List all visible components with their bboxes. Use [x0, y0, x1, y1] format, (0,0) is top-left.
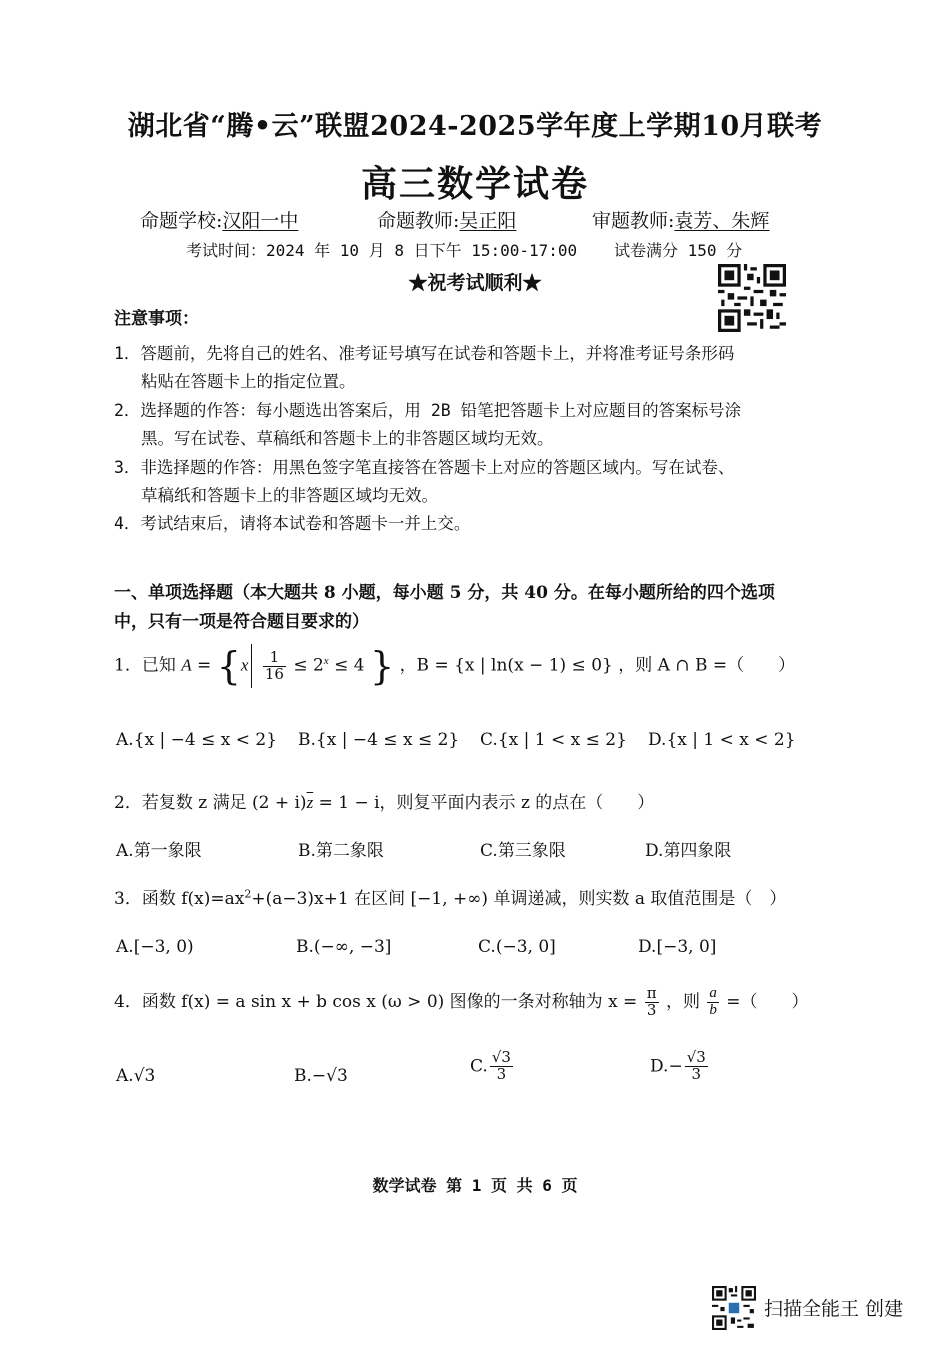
notice-line: 4．考试结束后，请将本试卷和答题卡一并上交。: [114, 514, 471, 533]
qr-code-icon: [718, 264, 786, 332]
fraction: $\frac{√3}{3}$: [686, 1048, 706, 1083]
exam-title: 湖北省“腾•云”联盟2024-2025学年度上学期10月联考: [127, 111, 823, 142]
meta-reviewer: 审题教师:袁芳、朱辉: [592, 210, 770, 232]
option-b: B.{x | −4 ≤ x ≤ 2}: [298, 730, 460, 750]
question-4: 4．函数 f(x) = a sin x + b cos x (ω > 0) 图像的一条对称轴为 x = $\frac{\pi}{3}$ ，则 $\frac{a}{b}$ =（ ）: [114, 984, 809, 1019]
question-3: 3．函数 $f(x)=ax^2+(a-3)x+1$ 在区间 [−1, +∞) 单调递减，则实数 a 取值范围是（ ）: [114, 887, 787, 909]
notice-line: 黑。写在试卷、草稿纸和答题卡上的非答题区域均无效。: [141, 429, 554, 448]
question-1: 1．已知 A = {x $\frac{1}{16}$ ≤ $2^x \le 4$ } ，B = {x | ln(x − 1) ≤ 0} ，则 A ∩ B =（ ）: [114, 644, 796, 688]
notice-line: 草稿纸和答题卡上的非答题区域均无效。: [141, 486, 438, 505]
notice-line: 粘贴在答题卡上的指定位置。: [141, 372, 356, 391]
motto: ★祝考试顺利★: [408, 272, 542, 294]
option-a: A.{x | −4 ≤ x < 2}: [116, 730, 278, 750]
notice-heading: 注意事项：: [114, 309, 199, 329]
fraction: $\frac{a}{b}$: [709, 985, 717, 1018]
section-heading: 一、单项选择题（本大题共 8 小题，每小题 5 分，共 40 分。在每小题所给的四个选项: [114, 583, 775, 603]
option-d: D.− $\frac{√3}{3}$: [650, 1048, 706, 1083]
option-b: B.−√3: [294, 1066, 348, 1086]
school-name: 汉阳一中: [222, 210, 299, 232]
fraction: $\frac{\pi}{3}$: [646, 984, 657, 1019]
qr-code-icon: [712, 1286, 756, 1330]
option-a: A.[−3, 0): [116, 937, 194, 957]
option-b: B.第二象限: [298, 841, 384, 861]
option-d: D.[−3, 0]: [638, 937, 717, 957]
option-b: B.(−∞, −3]: [296, 937, 392, 957]
meta-teacher: 命题教师:吴正阳: [377, 210, 517, 232]
scanner-watermark: 扫描全能王 创建: [764, 1298, 904, 1320]
page-footer: 数学试卷 第 1 页 共 6 页: [372, 1176, 578, 1195]
teacher-name: 吴正阳: [459, 210, 517, 232]
meta-school: 命题学校:汉阳一中: [140, 210, 299, 232]
section-heading-cont: 中，只有一项是符合题目要求的）: [114, 612, 369, 632]
option-c: C.第三象限: [480, 841, 566, 861]
notice-line: 3．非选择题的作答：用黑色签字笔直接答在答题卡上对应的答题区域内。写在试卷、: [114, 458, 735, 477]
option-a: A.第一象限: [116, 841, 202, 861]
reviewer-names: 袁芳、朱辉: [674, 210, 770, 232]
exam-subtitle: 高三数学试卷: [360, 163, 589, 205]
question-2: 2．若复数 z 满足 $(2 + i)\overline{z} = 1 - i$，则复平面内表示 z 的点在（ ）: [114, 793, 655, 813]
notice-line: 2．选择题的作答：每小题选出答案后，用 2B 铅笔把答题卡上对应题目的答案标号涂: [114, 401, 742, 420]
option-c: C.(−3, 0]: [478, 937, 556, 957]
option-a: A.√3: [116, 1066, 156, 1086]
option-c: C. $\frac{√3}{3}$: [470, 1048, 511, 1083]
option-c: C.{x | 1 < x ≤ 2}: [480, 730, 627, 750]
option-d: D.{x | 1 < x < 2}: [648, 730, 796, 750]
fraction: $\frac{√3}{3}$: [491, 1048, 511, 1083]
notice-line: 1．答题前，先将自己的姓名、准考证号填写在试卷和答题卡上，并将准考证号条形码: [114, 344, 735, 363]
option-d: D.第四象限: [645, 841, 732, 861]
fraction: $\frac{1}{16}$: [264, 647, 284, 683]
full-score: 试卷满分 150 分: [614, 241, 743, 260]
exam-time: 考试时间：2024 年 10 月 8 日下午 15:00-17:00: [186, 241, 578, 260]
